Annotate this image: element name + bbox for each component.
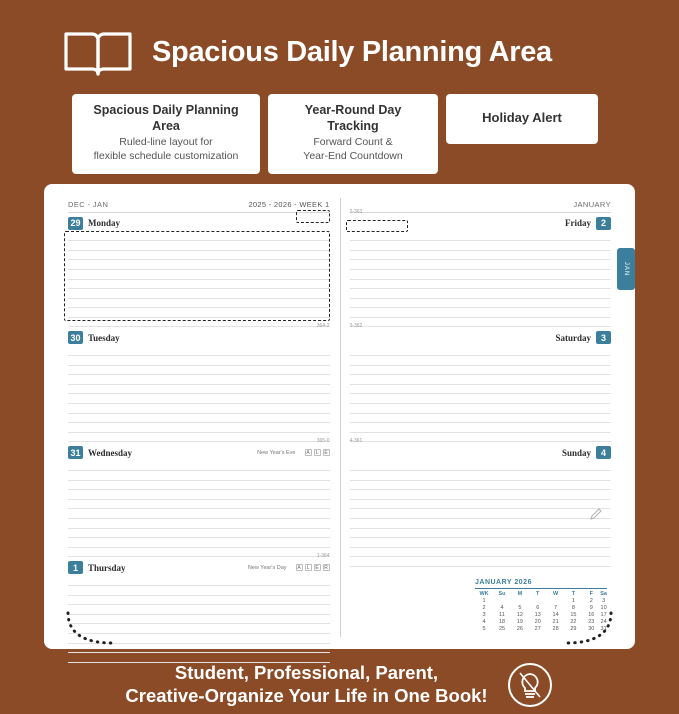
mini-cal-cell: 8 (571, 605, 575, 612)
mini-cal-cell: 28 (552, 626, 559, 633)
mini-cal-head: W (552, 591, 559, 598)
footer-line-2: Creative-Organize Your Life in One Book! (125, 684, 488, 706)
day-block-wednesday (68, 438, 330, 560)
mini-cal-cell (511, 598, 529, 605)
footer-text (125, 662, 487, 706)
day-name: Friday (565, 218, 591, 229)
page-title: Spacious Daily Planning Area (152, 35, 552, 68)
day-count: 365-0 (316, 438, 330, 445)
mini-cal-cell: 2 (589, 598, 593, 605)
month-tab-label: JAN (623, 261, 629, 276)
callout-subtitle: Ruled-line layout for flexible schedule customization (93, 136, 239, 162)
mini-cal-cell: 30 (588, 626, 595, 633)
mini-cal-cell: 13 (534, 612, 541, 619)
day-block-friday (349, 208, 612, 328)
holiday-alert-chip: A L E (306, 449, 328, 456)
callout-subtitle: Forward Count & Year-End Countdown (303, 136, 403, 162)
open-book-icon (60, 24, 136, 80)
planner-spread (44, 184, 635, 649)
day-block-saturday (349, 323, 612, 445)
ruled-lines (350, 461, 612, 567)
mini-cal-cell: 29 (570, 626, 577, 633)
mini-cal-cell: 14 (552, 612, 559, 619)
mini-cal-head: F (589, 591, 593, 598)
mini-cal-cell: 22 (570, 619, 577, 626)
mini-cal-cell: 7 (554, 605, 558, 612)
mini-cal-head: M (517, 591, 523, 598)
mini-cal-cell: 12 (516, 612, 523, 619)
mini-cal-head: Su (498, 591, 506, 598)
mini-calendar-header-row (475, 591, 607, 598)
corner-dots-left (66, 611, 114, 645)
pencil-icon (589, 507, 603, 521)
day-number: 3 (596, 331, 611, 344)
mini-cal-cell: 9 (589, 605, 593, 612)
mini-cal-head: T (571, 591, 576, 598)
mini-cal-head: Sa (600, 591, 607, 598)
mini-cal-cell: 21 (552, 619, 559, 626)
day-name: Tuesday (88, 332, 120, 343)
mini-cal-head: WK (479, 591, 489, 598)
day-block-sunday (349, 438, 612, 567)
day-header (68, 560, 330, 575)
day-count: 4-361 (349, 438, 363, 445)
mini-calendar-title: JANUARY 2026 (475, 579, 607, 589)
mini-cal-cell (529, 598, 547, 605)
day-number: 31 (68, 446, 83, 459)
holiday-alert-chip: A L E R (297, 564, 328, 571)
mini-cal-cell: 24 (600, 619, 607, 626)
mini-cal-cell: 15 (570, 612, 577, 619)
mini-cal-cell: 2 (482, 605, 486, 612)
day-block-monday (68, 216, 330, 328)
left-page-header (68, 200, 330, 213)
callout-holiday-alert (446, 94, 598, 144)
mini-cal-cell: 5 (482, 626, 486, 633)
ruled-lines (350, 232, 612, 328)
mini-cal-cell: 20 (534, 619, 541, 626)
day-header (350, 445, 612, 460)
day-name: Monday (88, 218, 121, 229)
month-tab-jan[interactable] (617, 248, 635, 290)
callout-year-round (268, 94, 438, 174)
mini-cal-cell: 6 (536, 605, 540, 612)
day-name: Sunday (561, 447, 591, 458)
callout-row (0, 88, 679, 174)
left-page-month: DEC - JAN (68, 199, 109, 209)
mini-cal-cell: 17 (600, 612, 607, 619)
day-name: Thursday (88, 562, 126, 573)
footer-line-1: Student, Professional, Parent, (174, 662, 439, 684)
mini-cal-cell: 1 (571, 598, 575, 605)
mini-cal-cell: 27 (534, 626, 541, 633)
right-page (340, 196, 629, 639)
ruled-lines (68, 346, 330, 445)
mini-cal-cell: 1 (482, 598, 486, 605)
holiday-note: New Year's Day (247, 564, 287, 571)
mini-cal-cell (547, 598, 565, 605)
mini-cal-cell (493, 598, 511, 605)
mini-cal-cell: 3 (482, 612, 486, 619)
ruled-lines (68, 461, 330, 560)
day-number: 30 (68, 331, 83, 344)
left-page (58, 196, 340, 639)
right-page-header (350, 200, 612, 213)
day-number: 1 (68, 561, 83, 574)
ruled-lines (68, 232, 330, 328)
day-count: 3-362 (349, 323, 363, 330)
mini-cal-cell: 16 (588, 612, 595, 619)
mini-cal-cell: 5 (518, 605, 522, 612)
callout-spacious-daily (72, 94, 260, 174)
mini-cal-cell: 4 (500, 605, 504, 612)
day-header (350, 330, 612, 345)
day-number: 4 (596, 446, 611, 459)
day-header (350, 216, 612, 231)
mini-cal-cell: 23 (588, 619, 595, 626)
day-block-tuesday (68, 323, 330, 445)
mini-cal-cell: 19 (516, 619, 523, 626)
mini-cal-cell: 3 (602, 598, 606, 605)
ruled-lines (349, 346, 612, 445)
mini-cal-cell: 11 (499, 612, 505, 619)
day-count: 2-363 (349, 208, 363, 215)
header (0, 0, 679, 88)
callout-title: Spacious Daily Planning Area (93, 103, 239, 133)
day-name: Saturday (555, 332, 591, 343)
left-page-week: 2025 - 2026 - WEEK 1 (248, 199, 330, 209)
day-number: 2 (596, 217, 611, 230)
corner-dots-right (565, 611, 613, 645)
day-header (68, 330, 330, 345)
day-header (68, 216, 330, 231)
day-number: 29 (68, 217, 83, 230)
callout-title: Year-Round Day Tracking (304, 103, 402, 133)
mini-cal-cell: 10 (600, 605, 607, 612)
day-header (68, 445, 330, 460)
day-count: 1-364 (316, 553, 330, 560)
mini-cal-cell: 18 (498, 619, 506, 626)
mini-cal-cell: 25 (498, 626, 506, 633)
mini-cal-head: T (536, 591, 540, 598)
mini-cal-cell: 31 (600, 626, 607, 633)
callout-title: Holiday Alert (482, 110, 562, 126)
mini-cal-cell: 4 (482, 619, 486, 626)
day-name: Wednesday (88, 447, 133, 458)
right-page-month: JANUARY (573, 199, 611, 209)
lightbulb-icon (506, 661, 554, 709)
mini-calendar-week (475, 598, 607, 605)
holiday-note: New Year's Eve (257, 449, 296, 456)
day-count: 364-2 (316, 323, 330, 330)
mini-cal-cell: 26 (516, 626, 523, 633)
